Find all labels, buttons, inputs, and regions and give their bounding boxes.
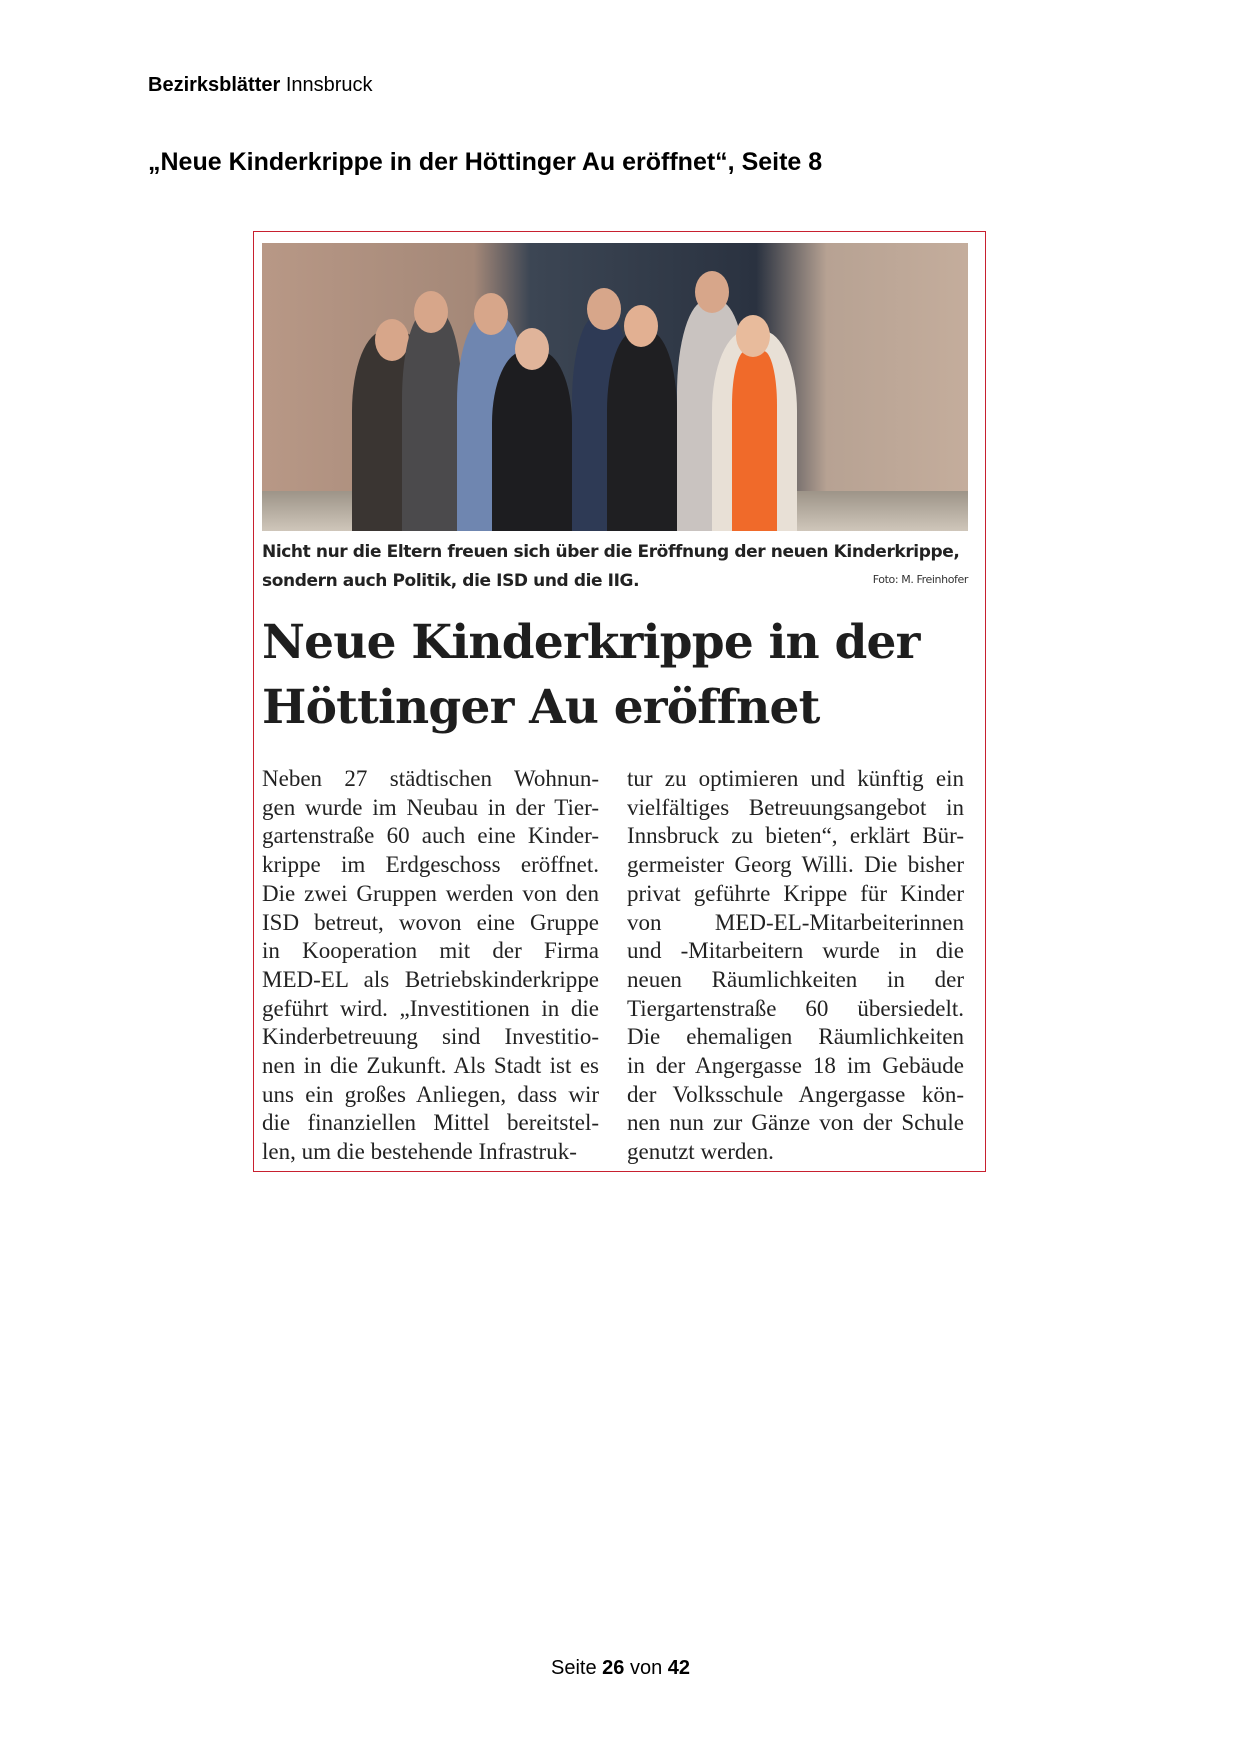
- body-line: geführt wird. „Investitionen in die: [262, 995, 599, 1021]
- body-line: die finanziellen Mittel bereitstel-: [262, 1110, 599, 1136]
- publication-region: Innsbruck: [285, 74, 373, 96]
- body-line: MED-EL als Betriebskinderkrippe: [262, 966, 599, 992]
- headline: [262, 610, 920, 740]
- body-line: ISD betreut, wovon eine Gruppe: [262, 909, 599, 935]
- caption-line: sondern auch Politik, die ISD und die IIG.: [262, 571, 640, 591]
- body-line: Die zwei Gruppen werden von den: [262, 880, 599, 906]
- body-line: in der Angergasse 18 im Gebäude: [627, 1053, 964, 1079]
- footer-prefix: Seite: [550, 1657, 597, 1679]
- body-line: der Volksschule Angergasse kön-: [627, 1081, 964, 1107]
- body-line: gartenstraße 60 auch eine Kinder-: [262, 823, 599, 849]
- photo-caption: [262, 538, 968, 596]
- body-line: vielfältiges Betreuungsangebot in: [627, 794, 964, 820]
- body-line: uns ein großes Anliegen, dass wir: [262, 1081, 599, 1107]
- body-line: germeister Georg Willi. Die bisher: [627, 852, 964, 878]
- body-line: neuen Räumlichkeiten in der: [627, 966, 964, 992]
- photo-credit: Foto: M. Freinhofer: [872, 573, 968, 586]
- page-footer: [0, 1657, 1241, 1680]
- body-line: tur zu optimieren und künftig ein: [627, 766, 964, 791]
- headline-line: Höttinger Au eröffnet: [262, 680, 820, 735]
- body-line: privat geführte Krippe für Kinder: [627, 880, 964, 906]
- newspaper-clipping: [253, 231, 986, 1172]
- body-line: len, um die bestehende Infrastruk-: [262, 1139, 577, 1165]
- body-line: und -Mitarbeitern wurde in die: [627, 938, 964, 964]
- footer-middle: von: [629, 1657, 663, 1679]
- body-line: genutzt werden.: [627, 1139, 774, 1165]
- body-line: krippe im Erdgeschoss eröffnet.: [262, 852, 599, 878]
- body-line: in Kooperation mit der Firma: [262, 938, 599, 964]
- body-line: Kinderbetreuung sind Investitio-: [262, 1024, 599, 1050]
- body-line: von MED-EL-Mitarbeiterinnen: [627, 909, 964, 935]
- body-line: nen in die Zukunft. Als Stadt ist es: [262, 1053, 599, 1079]
- body-line: Die ehemaligen Räumlichkeiten: [627, 1024, 964, 1050]
- publication-name: Bezirksblätter: [148, 74, 281, 96]
- headline-line: Neue Kinderkrippe in der: [262, 615, 920, 670]
- body-line: Innsbruck zu bieten“, erklärt Bür-: [627, 823, 964, 849]
- body-column-left: [262, 765, 599, 1167]
- body-column-right: [627, 765, 964, 1167]
- group-photo: [262, 243, 968, 531]
- body-line: gen wurde im Neubau in der Tier-: [262, 794, 599, 820]
- body-line: Tiergartenstraße 60 übersiedelt.: [627, 995, 964, 1021]
- page-number: 26: [602, 1657, 625, 1679]
- body-line: nen nun zur Gänze von der Schule: [627, 1110, 964, 1136]
- body-line: Neben 27 städtischen Wohnun-: [262, 766, 599, 791]
- publication-header: [148, 74, 373, 97]
- page-total: 42: [667, 1657, 691, 1679]
- caption-line: Nicht nur die Eltern freuen sich über die Eröffnung der neuen Kinderkrippe,: [262, 542, 960, 562]
- article-title: „Neue Kinderkrippe in der Höttinger Au eröffnet“, Seite 8: [148, 148, 823, 176]
